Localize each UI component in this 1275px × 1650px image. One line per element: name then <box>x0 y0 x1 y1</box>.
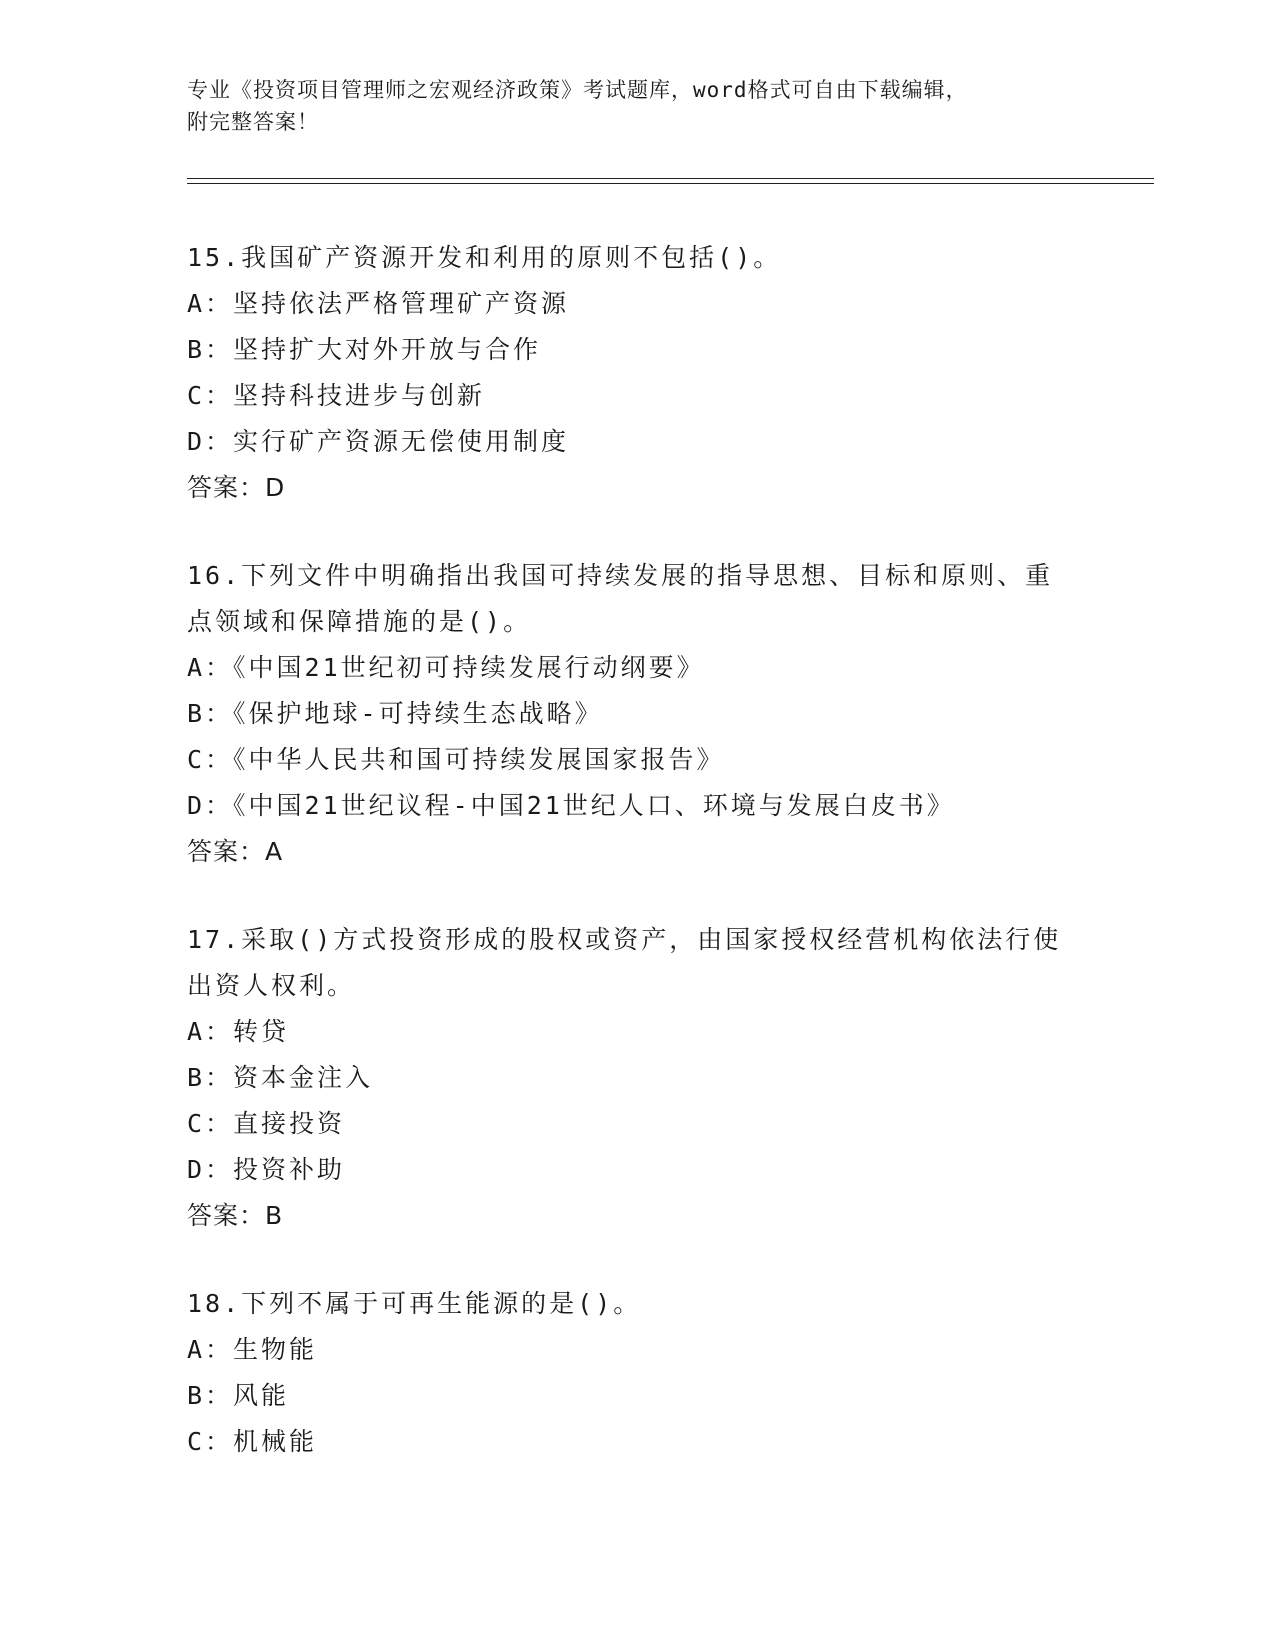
answer-option: D：《中国21世纪议程-中国21世纪人口、环境与发展白皮书》 <box>187 791 955 820</box>
question-stem: 出资人权利。 <box>187 971 356 1000</box>
answer-option: A：《中国21世纪初可持续发展行动纲要》 <box>187 653 705 682</box>
answer-option: A：坚持依法严格管理矿产资源 <box>187 289 570 318</box>
question-block <box>187 235 1087 511</box>
question-block <box>187 917 1087 1239</box>
answer-option: C：《中华人民共和国可持续发展国家报告》 <box>187 745 725 774</box>
answer-option: C：直接投资 <box>187 1109 346 1138</box>
question-stem: 17.采取()方式投资形成的股权或资产，由国家授权经营机构依法行使 <box>187 925 1062 954</box>
header-divider-top <box>187 178 1154 179</box>
answer-key: 答案：A <box>187 837 284 866</box>
question-block <box>187 553 1087 875</box>
answer-option: A：转贷 <box>187 1017 290 1046</box>
header-divider-bottom <box>187 183 1154 184</box>
answer-key: 答案：B <box>187 1201 284 1230</box>
document-header <box>187 74 1087 138</box>
answer-option: B：坚持扩大对外开放与合作 <box>187 335 542 364</box>
question-stem: 18.下列不属于可再生能源的是()。 <box>187 1289 642 1318</box>
answer-option: B：风能 <box>187 1381 290 1410</box>
answer-option: C：坚持科技进步与创新 <box>187 381 486 410</box>
question-stem: 16.下列文件中明确指出我国可持续发展的指导思想、目标和原则、重 <box>187 561 1054 590</box>
answer-option: C：机械能 <box>187 1427 318 1456</box>
answer-option: D：实行矿产资源无偿使用制度 <box>187 427 570 456</box>
question-stem: 15.我国矿产资源开发和利用的原则不包括()。 <box>187 243 782 272</box>
answer-option: D：投资补助 <box>187 1155 346 1184</box>
question-list <box>187 235 1087 1507</box>
answer-option: B：资本金注入 <box>187 1063 374 1092</box>
answer-option: A：生物能 <box>187 1335 318 1364</box>
question-stem: 点领域和保障措施的是()。 <box>187 607 532 636</box>
question-block <box>187 1281 1087 1465</box>
header-line-2: 附完整答案！ <box>187 110 319 134</box>
answer-option: B：《保护地球-可持续生态战略》 <box>187 699 603 728</box>
header-line-1: 专业《投资项目管理师之宏观经济政策》考试题库，word格式可自由下载编辑， <box>187 78 968 102</box>
answer-key: 答案：D <box>187 473 286 502</box>
